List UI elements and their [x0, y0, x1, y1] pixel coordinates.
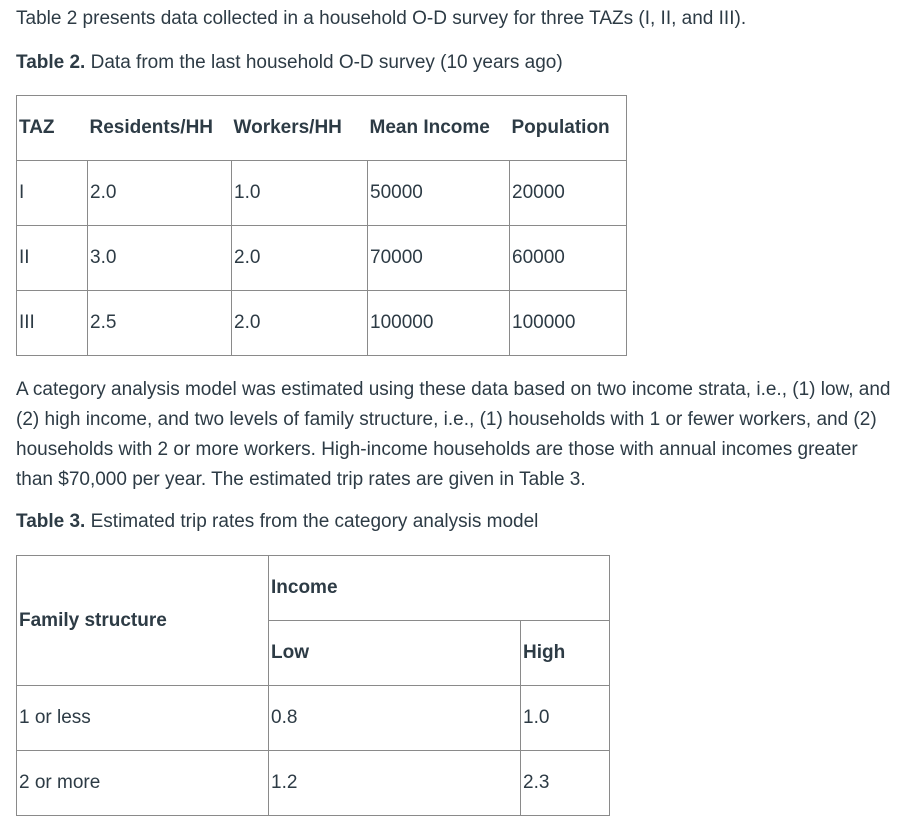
- cell-low-rate: 1.2: [269, 751, 521, 816]
- cell-taz: I: [17, 161, 88, 226]
- cell-workers: 1.0: [232, 161, 368, 226]
- cell-residents: 2.5: [88, 291, 232, 356]
- model-description-paragraph: A category analysis model was estimated using these data based on two income strata, i.e., (1) low, and (2) high income, and two levels of family structure, i.e., (1) households with 1 or fewer workers, and (2) households with 2 or more workers. High-income households are those with annual incomes greater than $70,000 per year. The estimated trip rates are given in Table 3.: [16, 379, 891, 490]
- header-taz: TAZ: [17, 96, 88, 161]
- header-population: Population: [510, 96, 627, 161]
- cell-residents: 3.0: [88, 226, 232, 291]
- header-residents: Residents/HH: [88, 96, 232, 161]
- header-high: High: [521, 621, 610, 686]
- cell-workers: 2.0: [232, 226, 368, 291]
- cell-population: 20000: [510, 161, 627, 226]
- table2-caption: [16, 52, 563, 74]
- table2-caption-text: Data from the last household O-D survey (10 years ago): [85, 52, 563, 73]
- cell-income: 50000: [368, 161, 510, 226]
- cell-income: 100000: [368, 291, 510, 356]
- table-row: [17, 226, 627, 291]
- header-income: Income: [269, 556, 610, 621]
- cell-population: 100000: [510, 291, 627, 356]
- trip-rates-table: [16, 555, 610, 816]
- table3-caption: [16, 511, 538, 533]
- table3-caption-label: Table 3.: [16, 511, 86, 532]
- survey-data-table: [16, 95, 627, 356]
- cell-workers: 2.0: [232, 291, 368, 356]
- header-workers: Workers/HH: [232, 96, 368, 161]
- cell-high-rate: 1.0: [521, 686, 610, 751]
- intro-text: Table 2 presents data collected in a household O-D survey for three TAZs (I, II, and III).: [16, 8, 747, 29]
- cell-income: 70000: [368, 226, 510, 291]
- cell-family-structure: 1 or less: [17, 686, 269, 751]
- table2-caption-label: Table 2.: [16, 52, 86, 73]
- table-header-row: [17, 556, 610, 621]
- header-mean-income: Mean Income: [368, 96, 510, 161]
- cell-low-rate: 0.8: [269, 686, 521, 751]
- table-row: [17, 686, 610, 751]
- table-row: [17, 161, 627, 226]
- table-header-row: [17, 96, 627, 161]
- header-low: Low: [269, 621, 521, 686]
- cell-family-structure: 2 or more: [17, 751, 269, 816]
- header-family-structure: Family structure: [17, 556, 269, 686]
- cell-population: 60000: [510, 226, 627, 291]
- cell-high-rate: 2.3: [521, 751, 610, 816]
- table-row: [17, 751, 610, 816]
- cell-taz: II: [17, 226, 88, 291]
- cell-taz: III: [17, 291, 88, 356]
- table3-caption-text: Estimated trip rates from the category analysis model: [85, 511, 539, 532]
- cell-residents: 2.0: [88, 161, 232, 226]
- table-row: [17, 291, 627, 356]
